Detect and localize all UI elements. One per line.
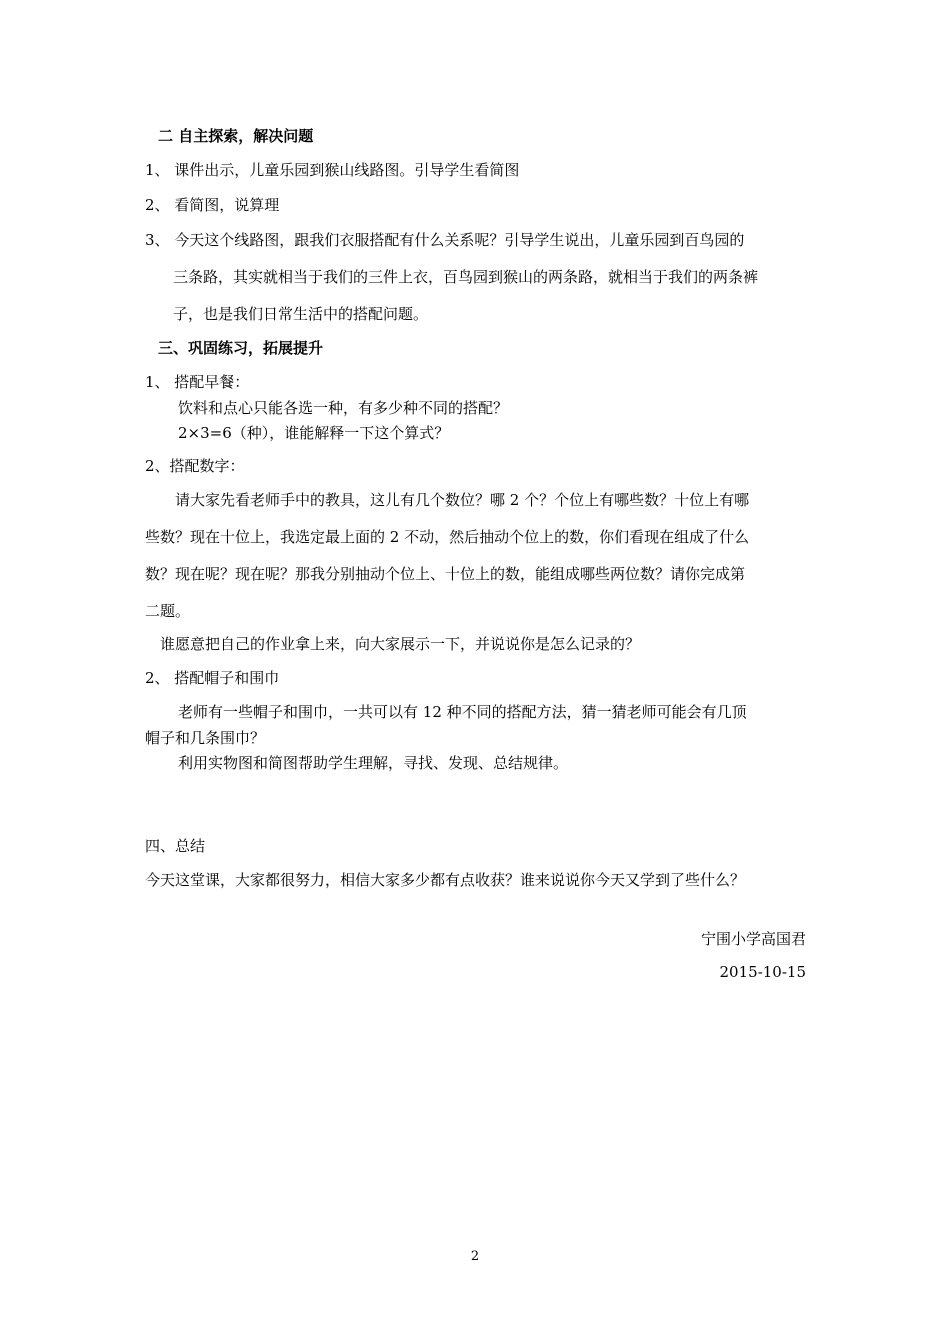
exercise2-para-line4: 二题。 bbox=[145, 602, 191, 620]
exercise2-para-line3: 数？现在呢？现在呢？那我分别抽动个位上、十位上的数，能组成哪些两位数？请你完成第 bbox=[145, 565, 746, 583]
exercise2-title: 2、搭配数字： bbox=[145, 457, 245, 475]
exercise1-line2: 2×3=6（种），谁能解释一下这个算式？ bbox=[178, 424, 450, 442]
exercise3-title: 2、 搭配帽子和围巾 bbox=[145, 669, 280, 687]
section2-item3-line2: 三条路，其实就相当于我们的三件上衣，百鸟园到猴山的两条路，就相当于我们的两条裤 bbox=[173, 268, 759, 286]
signature-date: 2015-10-15 bbox=[719, 963, 806, 981]
section2-item3-line1: 3、 今天这个线路图，跟我们衣服搭配有什么关系呢？引导学生说出，儿童乐园到百鸟园的 bbox=[145, 231, 745, 249]
exercise2-para-line2: 些数？现在十位上，我选定最上面的 2 不动，然后抽动个位上的数，你们看现在组成了什么 bbox=[145, 528, 750, 546]
exercise3-line2: 帽子和几条围巾？ bbox=[145, 729, 266, 747]
section4-body: 今天这堂课，大家都很努力，相信大家多少都有点收获？谁来说说你今天又学到了些什么？ bbox=[145, 871, 746, 889]
exercise3-line1: 老师有一些帽子和围巾，一共可以有 12 种不同的搭配方法，猜一猜老师可能会有几顶 bbox=[178, 703, 747, 721]
exercise2-para-line1: 请大家先看老师手中的教具，这儿有几个数位？哪 2 个？个位上有哪些数？十位上有哪 bbox=[175, 491, 750, 509]
section2-item3-line3: 子，也是我们日常生活中的搭配问题。 bbox=[173, 305, 429, 323]
section2-item1: 1、 课件出示，儿童乐园到猴山线路图。引导学生看简图 bbox=[145, 161, 520, 179]
exercise3-line3: 利用实物图和简图帮助学生理解，寻找、发现、总结规律。 bbox=[178, 754, 569, 772]
exercise1-title: 1、 搭配早餐： bbox=[145, 373, 250, 391]
section4-title: 四、总结 bbox=[145, 837, 206, 855]
exercise2-para2: 谁愿意把自己的作业拿上来，向大家展示一下，并说说你是怎么记录的？ bbox=[160, 635, 641, 653]
exercise1-line1: 饮料和点心只能各选一种，有多少种不同的搭配？ bbox=[178, 399, 509, 417]
section2-item2: 2、 看简图，说算理 bbox=[145, 196, 280, 214]
page-number: 2 bbox=[470, 1249, 480, 1264]
section3-title: 三、巩固练习，拓展提升 bbox=[158, 339, 324, 357]
section2-title: 二 自主探索，解决问题 bbox=[158, 127, 314, 145]
signature-author: 宁围小学高国君 bbox=[700, 930, 806, 948]
